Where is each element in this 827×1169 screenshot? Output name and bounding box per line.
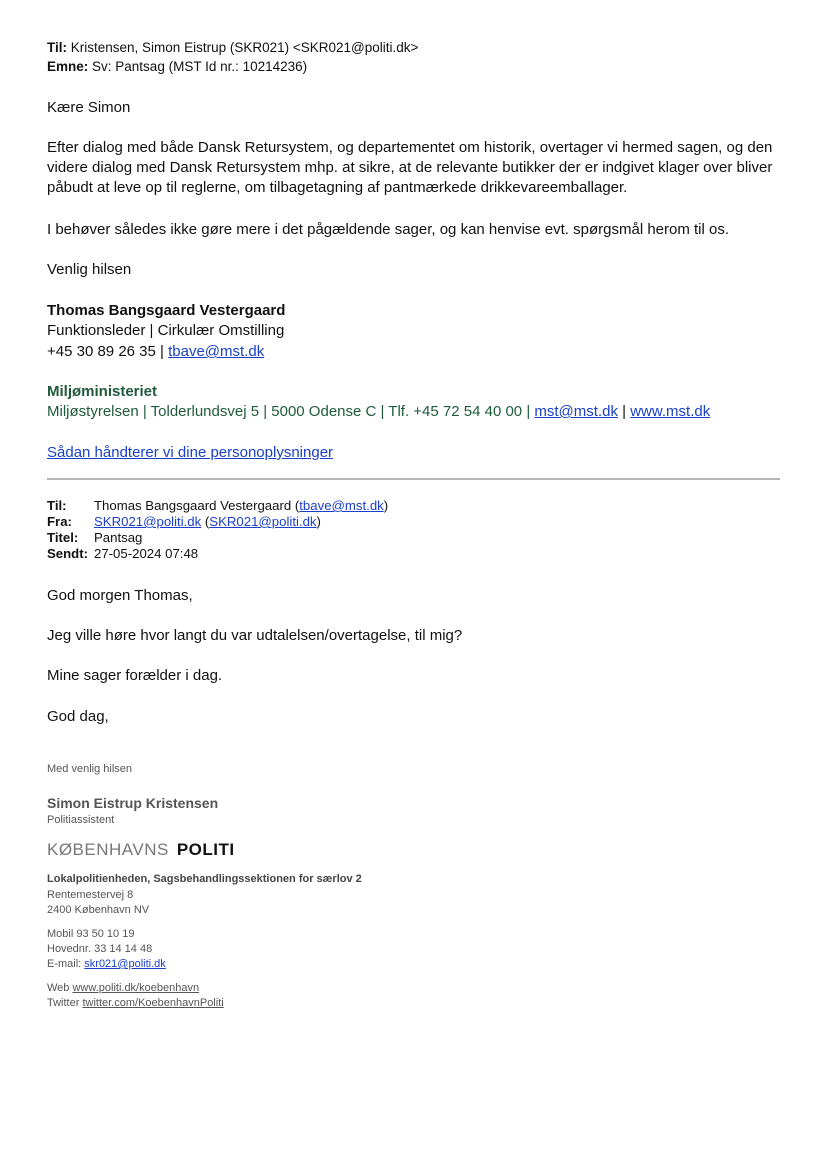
police-closing: Med venlig hilsen [47, 763, 132, 775]
fwd-from-close: ) [316, 514, 321, 529]
signature-name: Thomas Bangsgaard Vestergaard [47, 302, 286, 319]
agency-email-link[interactable]: mst@mst.dk [534, 403, 618, 420]
police-email-row [47, 957, 166, 972]
police-web-row [47, 981, 199, 996]
fwd-sent-value: 27-05-2024 07:48 [94, 546, 199, 561]
agency-web-link[interactable]: www.mst.dk [630, 403, 711, 420]
ministry-name: Miljøministeriet [47, 383, 158, 400]
police-main-number: Hovednr. 33 14 14 48 [47, 943, 153, 955]
privacy-link[interactable]: Sådan håndterer vi dine personoplysninger [47, 444, 334, 461]
police-twitter-link[interactable]: twitter.com/KoebenhavnPoliti [82, 997, 224, 1009]
fwd-to-value [94, 498, 388, 514]
header-to-row [47, 39, 418, 57]
header-subject-label: Emne: [47, 59, 89, 74]
fwd-title-value: Pantsag [94, 530, 143, 545]
header-subject-value: Sv: Pantsag (MST Id nr.: 10214236) [92, 59, 308, 74]
logo-text-right: POLITI [176, 840, 235, 859]
signature-title: Funktionsleder | Cirkulær Omstilling [47, 322, 285, 339]
police-department: Lokalpolitienheden, Sagsbehandlingssektionen for særlov 2 [47, 873, 362, 885]
original-line-3: God dag, [47, 708, 109, 725]
fwd-to-label: Til: [47, 498, 67, 513]
original-greeting: God morgen Thomas, [47, 587, 193, 604]
police-street: Rentemestervej 8 [47, 889, 134, 901]
signature-phone: +45 30 89 26 35 | [47, 343, 169, 360]
fwd-from-value [94, 514, 321, 530]
signature-email-link[interactable]: tbave@mst.dk [168, 343, 265, 360]
reply-greeting: Kære Simon [47, 99, 131, 116]
divider-rule [47, 478, 780, 480]
fwd-from-open: ( [201, 514, 210, 529]
header-to-value: Kristensen, Simon Eistrup (SKR021) <SKR021@politi.dk> [70, 40, 419, 55]
header-subject-row [47, 58, 307, 76]
fwd-title-label: Titel: [47, 530, 79, 545]
police-logo [47, 840, 235, 860]
reply-paragraph-1: Efter dialog med både Dansk Retursystem, og departementet om historik, overtager vi hermed sagen, og den videre dialog med Dansk Retursystem mhp. at sikre, at de relevante butikker der er indgivet klager over bliver påbudt at leve op til reglerne, om tilbagetagning af pantmærkede drikkevareemballager. [47, 139, 773, 196]
police-title: Politiassistent [47, 814, 115, 826]
agency-line [47, 402, 710, 422]
police-email-label: E-mail: [47, 958, 85, 970]
police-email-link[interactable]: skr021@politi.dk [84, 958, 166, 970]
police-web-link[interactable]: www.politi.dk/koebenhavn [72, 982, 200, 994]
reply-closing: Venlig hilsen [47, 261, 132, 278]
privacy-row [47, 443, 333, 463]
police-mobile: Mobil 93 50 10 19 [47, 928, 135, 940]
fwd-to-name: Thomas Bangsgaard Vestergaard ( [94, 498, 300, 513]
logo-text-left: KØBENHAVNS [47, 840, 169, 859]
police-city: 2400 København NV [47, 904, 150, 916]
fwd-from-label: Fra: [47, 514, 72, 529]
original-line-1: Jeg ville høre hvor langt du var udtalelsen/overtagelse, til mig? [47, 627, 463, 644]
agency-address: Miljøstyrelsen | Tolderlundsvej 5 | 5000 Odense C | Tlf. +45 72 54 40 00 | [47, 403, 535, 420]
signature-contact [47, 342, 264, 362]
police-name: Simon Eistrup Kristensen [47, 795, 219, 811]
fwd-from-email-link[interactable]: SKR021@politi.dk [94, 514, 202, 529]
fwd-to-email-link[interactable]: tbave@mst.dk [299, 498, 384, 513]
police-twitter-row [47, 996, 224, 1011]
agency-separator: | [617, 403, 631, 420]
police-twitter-label: Twitter [47, 997, 83, 1009]
original-line-2: Mine sager forælder i dag. [47, 667, 223, 684]
police-web-label: Web [47, 982, 73, 994]
fwd-sent-label: Sendt: [47, 546, 89, 561]
fwd-from-email-link-2[interactable]: SKR021@politi.dk [209, 514, 317, 529]
header-to-label: Til: [47, 40, 67, 55]
reply-paragraph-2: I behøver således ikke gøre mere i det pågældende sager, og kan henvise evt. spørgsmål herom til os. [47, 221, 730, 238]
fwd-to-close: ) [383, 498, 389, 513]
